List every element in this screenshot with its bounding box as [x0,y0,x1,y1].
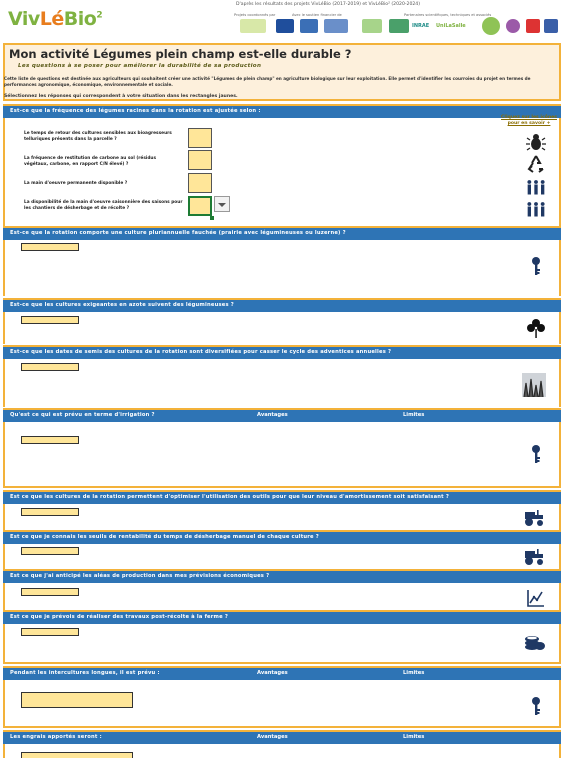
tractor-icon[interactable] [522,507,546,527]
people-icon[interactable] [526,199,546,219]
q11-answer-box[interactable] [21,752,133,758]
q1-answer-2[interactable] [188,150,212,170]
section-q4-body [3,359,561,407]
section-q4-header [3,345,561,359]
section-q9-body [3,624,561,664]
page-subtitle: Les questions à se poser pour améliorer la durabilité de sa production [18,63,262,69]
section-question: Est-ce que les cultures exigeantes en azote suivent des légumineuses ? [10,302,234,308]
advantages-column-header: Avantages [257,734,288,740]
support-label: Avec le soutien financier de [292,13,342,17]
partners-label: Partenaires scientifiques, techniques et associés [404,13,492,17]
cell-resize-handle[interactable] [210,216,214,220]
partner-logos [234,13,560,41]
q5-answer-box[interactable] [21,436,79,444]
section-q2-header [3,226,561,240]
section-q11-header [3,730,561,744]
q7-answer-box[interactable] [21,547,79,555]
partner-logo-6 [506,19,520,33]
q1-answer-3[interactable] [188,173,212,193]
partner-logo-2 [300,19,318,33]
section-q7-header [3,530,561,544]
limits-column-header: Limites [403,734,425,740]
section-question: Les engrais apportés seront : [10,734,102,740]
section-q8-header [3,569,561,583]
q1-item-4: La disponibilité de la main d'oeuvre saisonnière des saisons pour les chantiers de désherbage et de récolte ? [24,200,183,211]
partner-logo-8 [544,19,558,33]
partner-logo-7 [526,19,540,33]
region-logo [324,19,348,33]
section-question: Est ce que je connais les seuils de rentabilité du temps de désherbage manuel de chaque culture ? [10,534,319,540]
q8-answer-box[interactable] [21,588,79,596]
section-q6-body [3,504,561,530]
section-question: Pendant les intercultures longues, il est prévu : [10,670,160,676]
key-icon[interactable] [526,696,546,716]
advantages-column-header: Avantages [257,670,288,676]
coord-label: Projets coordonnés par [234,13,276,17]
recycle-icon[interactable] [526,154,546,174]
bug-icon[interactable] [526,132,546,152]
tractor-icon[interactable] [522,546,546,566]
credits-text: D'après les résultats des projets VivLéBio (2017-2019) et VivLéBio² (2020-2024) [236,2,421,7]
icons-legend-link[interactable]: Cliquez sur les icônes pour en savoir + [501,115,557,126]
q1-answer-4[interactable] [188,196,212,216]
section-q10-header [3,666,561,680]
partner-logo-4 [389,19,409,33]
q9-answer-box[interactable] [21,628,79,636]
chart-icon[interactable] [526,588,546,608]
clover-icon[interactable] [526,318,546,338]
eu-flag-logo [276,19,294,33]
section-q3-body [3,312,561,344]
section-q2-body [3,240,561,296]
instruction-text: Sélectionnez les réponses qui correspondent à votre situation dans les rectangles jaunes. [4,94,238,99]
key-icon[interactable] [526,444,546,464]
section-q5-body [3,422,561,488]
chevron-down-icon [215,198,229,212]
section-q9-header [3,610,561,624]
section-question: Est ce que les cultures de la rotation permettent d'optimiser l'utilisation des outils pour que leur niveau d'amortissement soit satisfaisant ? [10,494,450,500]
people-icon[interactable] [526,177,546,197]
limits-column-header: Limites [403,412,425,418]
section-question: Est-ce que la fréquence des légumes racines dans la rotation est ajustée selon : [10,108,261,114]
section-question: Est ce que je prévois de réaliser des travaux post-récolte à la ferme ? [10,614,229,620]
q1-item-3: La main d'oeuvre permanente disponible ? [24,181,128,186]
partner-logo-3 [362,19,382,33]
section-q6-header [3,490,561,504]
section-q7-body [3,544,561,570]
partner-logo-1 [240,19,266,33]
vivlebio-logo: VivLéBio$^2$ [8,8,103,30]
q6-answer-box[interactable] [21,508,79,516]
section-q8-body [3,583,561,611]
unilasalle-logo: UniLaSalle [436,23,466,29]
q10-answer-box[interactable] [21,692,133,708]
q1-item-1: Le temps de retour des cultures sensibles aux bioagresseurs telluriques présents dans la parcelle ? [24,131,172,142]
q3-answer-box[interactable] [21,316,79,324]
section-q5-header [3,408,561,422]
section-question: Est-ce que la rotation comporte une culture pluriannuelle fauchée (prairie avec légumineuses ou luzerne) ? [10,230,346,236]
q1-answer-1[interactable] [188,128,212,148]
page-title: Mon activité Légumes plein champ est-elle durable ? [9,47,352,61]
q2-answer-box[interactable] [21,243,79,251]
section-q3-header [3,298,561,312]
section-question: Qu'est ce qui est prévu en terme d'irrigation ? [10,412,155,418]
advantages-column-header: Avantages [257,412,288,418]
intro-text: Cette liste de questions est destinée aux agriculteurs qui souhaitent créer une activité "Légumes de plein champ" en agriculture biologique sur leur exploitation. Elle permet d'identifier les courroies du projet en termes de performances agronomique, économique, environnementale et sociale. [4,76,531,87]
dropdown-button[interactable] [214,196,230,212]
inrae-logo: INRAE [412,23,430,29]
q4-answer-box[interactable] [21,363,79,371]
partner-logo-5 [482,17,500,35]
section-question: Est-ce que les dates de semis des cultures de la rotation sont diversifiées pour casser le cycle des adventices annuelles ? [10,349,392,355]
limits-column-header: Limites [403,670,425,676]
section-q1-header [3,104,561,118]
weeds-icon[interactable] [522,373,546,397]
key-icon[interactable] [526,256,546,276]
coins-icon[interactable] [524,632,546,652]
q1-item-2: La fréquence de restitution de carbone au sol (résidus végétaux, carbone, en rapport C/N élevé) ? [24,156,157,167]
section-question: Est ce que j'ai anticipé les aléas de production dans mes prévisions économiques ? [10,573,270,579]
